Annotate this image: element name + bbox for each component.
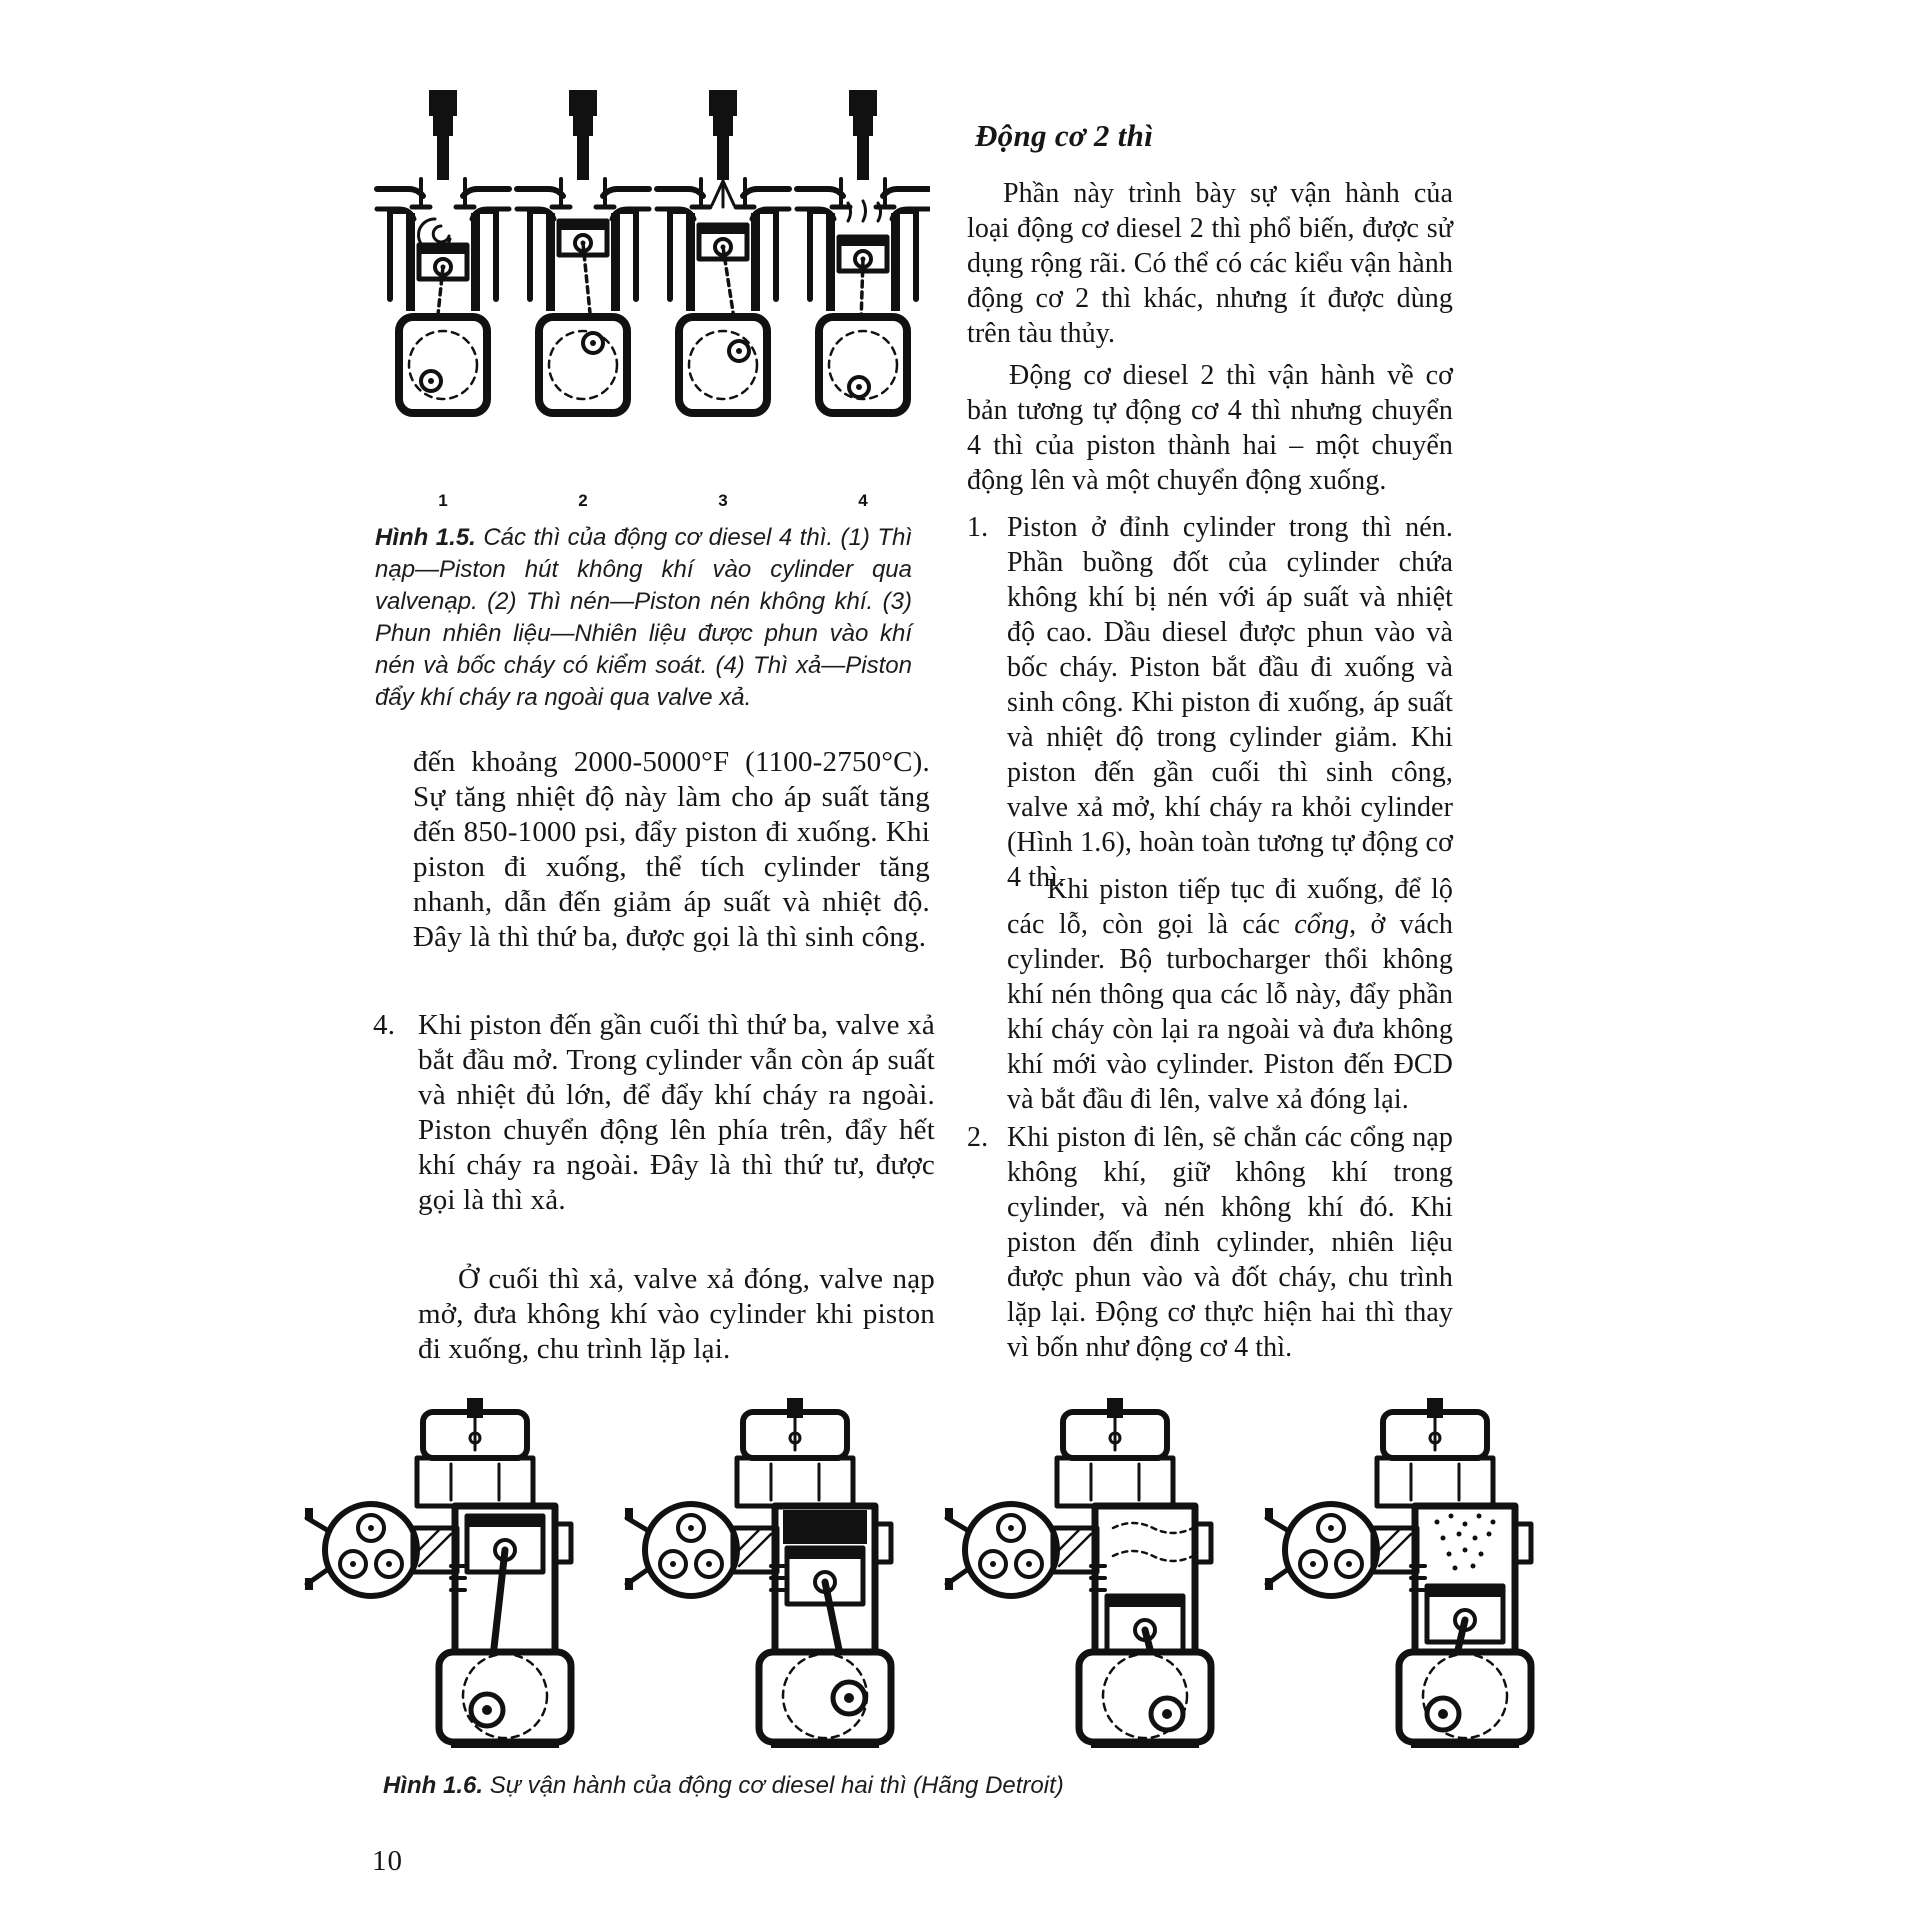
list-item-1-text: Piston ở đỉnh cylinder trong thì nén. Phần buồng đốt của cylinder chứa không khí bị nén với áp suất và nhiệt độ cao. Dầu diesel được phun vào và bốc cháy. Piston bắt đầu đi xuống và sinh công. Khi piston đi xuống, áp suất và nhiệt độ trong cylinder giảm. Khi piston đến gần cuối thì sinh công, valve xả mở, khí cháy ra khỏi cylinder (Hình 1.6), hoàn toàn tương tự động cơ 4 thì. xyxy=(1007,512,1453,893)
two-stroke-intro-paragraph: Phần này trình bày sự vận hành của loại động cơ diesel 2 thì phổ biến, được sử dụng rộng rãi. Có thể có các kiểu vận hành động cơ 2 thì khác, nhưng ít được dùng trên tàu thủy. xyxy=(967,178,1453,349)
two-stroke-frame-2 xyxy=(625,1398,891,1748)
ports-paragraph-part1: Khi piston tiếp tục đi xuống, để lộ các lỗ, còn gọi là các xyxy=(1007,874,1453,940)
list-item-4-text: Khi piston đến gần cuối thì thứ ba, valve xả bắt đầu mở. Trong cylinder vẫn còn áp suất và nhiệt đủ lớn, để đẩy khí cháy ra ngoài. Piston chuyển động lên phía trên, đẩy hết khí cháy ra ngoài. Đây là thì thứ tư, được gọi là thì xả. xyxy=(418,1009,935,1216)
figure-1-5-caption-lead: Hình 1.5. xyxy=(375,524,476,551)
two-stroke-second-paragraph: Động cơ diesel 2 thì vận hành về cơ bản tương tự động cơ 4 thì nhưng chuyển 4 thì của piston thành hai – một chuyển động lên và một chuyển động xuống. xyxy=(967,360,1453,496)
list-item-1-number: 1. xyxy=(967,512,989,543)
figure-1-5-caption-text: Các thì của động cơ diesel 4 thì. (1) Thì nạp—Piston hút không khí vào cylinder qua valvenạp. (2) Thì nén—Piston nén không khí. (3) Phun nhiên liệu—Nhiên liệu được phun vào khí nén và bốc cháy có kiểm soát. (4) Thì xả—Piston đẩy khí cháy ra ngoài qua valve xả. xyxy=(375,524,912,711)
two-stroke-frame-3 xyxy=(945,1398,1211,1748)
list-item-4 xyxy=(373,1008,935,1218)
ports-paragraph-part2: , ở vách cylinder. Bộ turbocharger thổi không khí nén thông qua các lỗ này, đẩy phần khí cháy còn lại ra ngoài và đưa không khí mới vào cylinder. Piston đến ĐCD và bắt đầu đi lên, valve xả đóng lại. xyxy=(1007,909,1453,1115)
figure-1-6-caption-text: Sự vận hành của động cơ diesel hai thì (Hãng Detroit) xyxy=(483,1772,1064,1799)
stroke3-continuation-paragraph: đến khoảng 2000-5000°F (1100-2750°C). Sự tăng nhiệt độ này làm cho áp suất tăng đến 850-1000 psi, đẩy piston đi xuống. Khi piston đi xuống, thể tích cylinder tăng nhanh, dẫn đến giảm áp suất và nhiệt độ. Đây là thì thứ ba, được gọi là thì sinh công. xyxy=(413,746,930,953)
figure-1-5-stage-label: 1 xyxy=(438,491,448,510)
ports-paragraph xyxy=(1007,872,1453,1117)
figure-1-6-caption xyxy=(383,1770,1483,1802)
four-stroke-stage-2 xyxy=(517,90,649,413)
figure-two-stroke-diagram xyxy=(295,1398,1575,1750)
two-stroke-frame-4 xyxy=(1265,1398,1531,1748)
figure-four-stroke-diagram xyxy=(310,85,930,490)
section-heading: Động cơ 2 thì xyxy=(975,118,1154,153)
list-item-4-number: 4. xyxy=(373,1009,396,1041)
page-number: 10 xyxy=(372,1845,403,1877)
four-stroke-stage-3 xyxy=(657,90,789,413)
list-item-2-number: 2. xyxy=(967,1122,989,1153)
list-item-1 xyxy=(967,510,1453,895)
exhaust-closing-paragraph: Ở cuối thì xả, valve xả đóng, valve nạp mở, đưa không khí vào cylinder khi piston đi xuống, chu trình lặp lại. xyxy=(418,1263,935,1365)
ports-paragraph-italic-term: cổng xyxy=(1294,909,1350,940)
figure-1-5-stage-label: 4 xyxy=(858,491,868,510)
two-stroke-frame-1 xyxy=(305,1398,571,1748)
list-item-2-text: Khi piston đi lên, sẽ chắn các cổng nạp không khí, giữ không khí trong cylinder, và nén không khí đó. Khi piston đến đỉnh cylinder, nhiên liệu được phun vào và đốt cháy, chu trình lặp lại. Động cơ thực hiện hai thì thay vì bốn như động cơ 4 thì. xyxy=(1007,1122,1453,1363)
figure-1-5-caption xyxy=(375,522,912,714)
figure-1-5-stage-label: 3 xyxy=(718,491,728,510)
four-stroke-stage-1 xyxy=(377,90,509,413)
figure-1-5-stage-label: 2 xyxy=(578,491,588,510)
figure-1-6-caption-lead: Hình 1.6. xyxy=(383,1772,484,1799)
four-stroke-stage-4 xyxy=(797,90,929,413)
list-item-2 xyxy=(967,1120,1453,1365)
